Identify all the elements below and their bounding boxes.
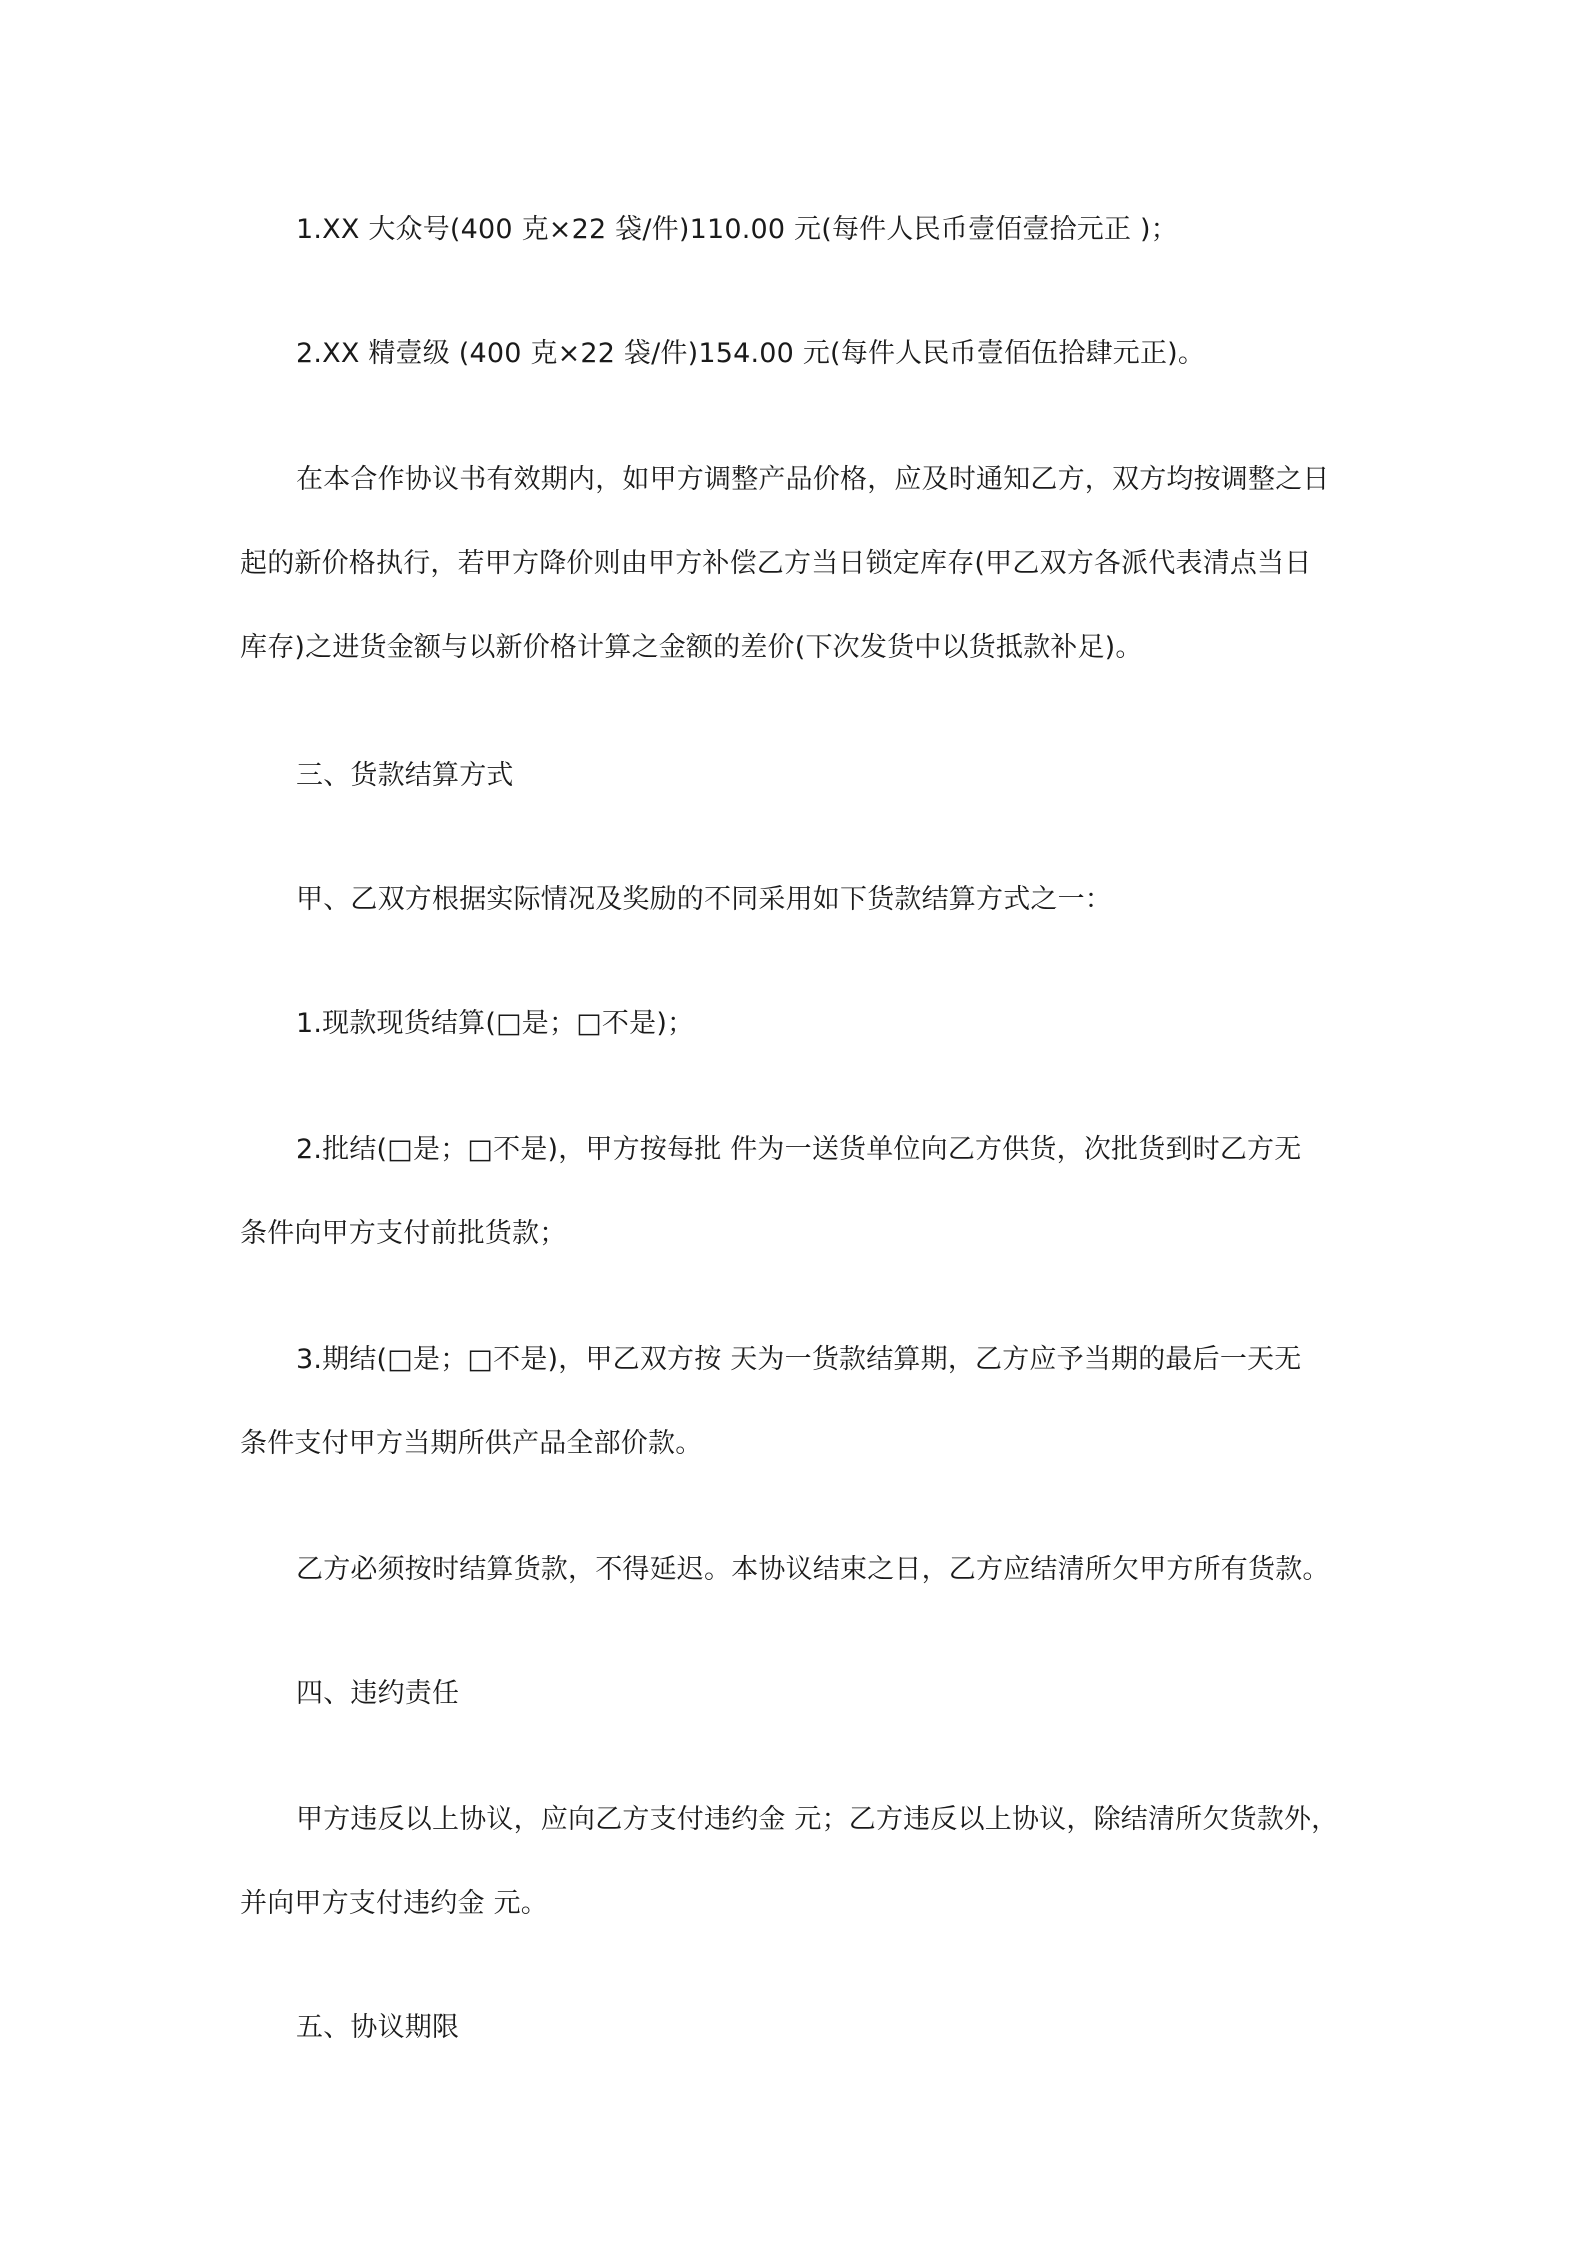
breach-paragraph	[240, 1778, 1360, 1946]
paragraph-line: 3.期结(□是；□不是)，甲乙双方按 天为一货款结算期，乙方应予当期的最后一天无	[296, 1344, 1302, 1375]
settlement-option-3	[240, 1318, 1360, 1486]
price-item-2	[240, 312, 1416, 396]
price-item-1	[240, 188, 1416, 272]
paragraph-line: 条件向甲方支付前批货款；	[240, 1218, 567, 1249]
section-3-intro	[240, 858, 1416, 942]
section-4-title: 四、违约责任	[296, 1678, 460, 1709]
section-3-title: 三、货款结算方式	[296, 760, 514, 791]
section-5-heading	[240, 1986, 1416, 2070]
paragraph-line: 库存)之进货金额与以新价格计算之金额的差价(下次发货中以货抵款补足)。	[240, 632, 1143, 663]
price-item-1-text: 1.XX 大众号(400 克×22 袋/件)110.00 元(每件人民币壹佰壹拾元正 )；	[296, 214, 1178, 245]
settlement-option-2	[240, 1108, 1360, 1276]
section-3-heading	[240, 734, 1416, 818]
settlement-option-1-text: 1.现款现货结算(□是；□不是)；	[296, 1008, 695, 1039]
settlement-option-1	[240, 982, 1416, 1066]
settlement-note	[240, 1528, 1416, 1612]
price-adjust-paragraph	[240, 438, 1360, 690]
paragraph-line: 甲方违反以上协议，应向乙方支付违约金 元；乙方违反以上协议，除结清所欠货款外，	[296, 1804, 1339, 1835]
paragraph-line: 并向甲方支付违约金 元。	[240, 1888, 548, 1919]
paragraph-line: 条件支付甲方当期所供产品全部价款。	[240, 1428, 703, 1459]
paragraph-line: 2.批结(□是；□不是)，甲方按每批 件为一送货单位向乙方供货，次批货到时乙方无	[296, 1134, 1302, 1165]
section-4-heading	[240, 1652, 1416, 1736]
paragraph-line: 在本合作协议书有效期内，如甲方调整产品价格，应及时通知乙方，双方均按调整之日	[296, 464, 1330, 495]
paragraph-line: 起的新价格执行，若甲方降价则由甲方补偿乙方当日锁定库存(甲乙双方各派代表清点当日	[240, 548, 1312, 579]
price-item-2-text: 2.XX 精壹级 (400 克×22 袋/件)154.00 元(每件人民币壹佰伍拾肆元正)。	[296, 338, 1206, 369]
section-5-title: 五、协议期限	[296, 2012, 460, 2043]
settlement-note-text: 乙方必须按时结算货款，不得延迟。本协议结束之日，乙方应结清所欠甲方所有货款。	[296, 1554, 1330, 1585]
section-3-intro-text: 甲、乙双方根据实际情况及奖励的不同采用如下货款结算方式之一：	[296, 884, 1112, 915]
